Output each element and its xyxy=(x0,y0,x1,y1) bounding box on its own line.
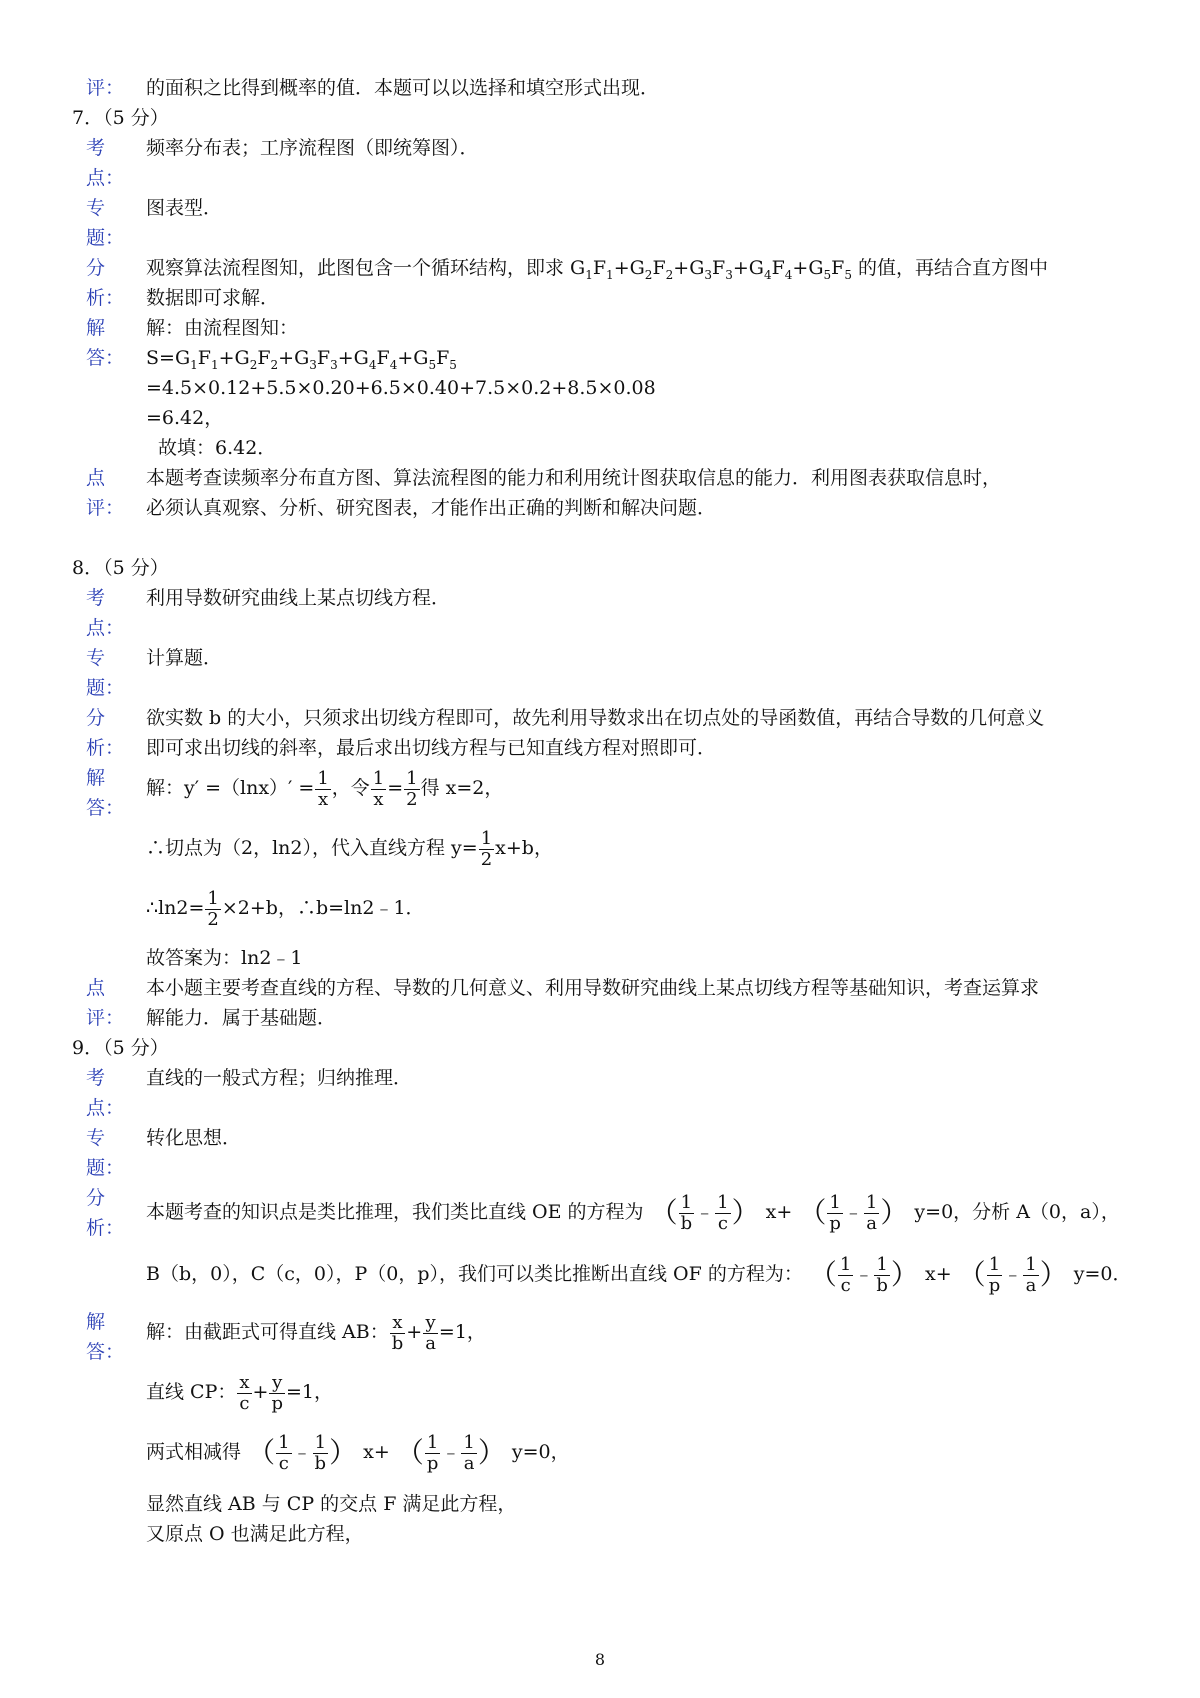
q7-jieda-line2: $S=G_1F_1+G_2F_2+G_3F_3+G_4F_4+G_5F_5$ xyxy=(146,347,457,372)
q7-header: 7．（5 分） xyxy=(72,107,169,129)
q8-label-ti: 题： xyxy=(86,677,125,699)
q7-jieda-line1: 解：由流程图知： xyxy=(146,317,299,339)
q9-jieda-line2: 直线 CP： $\frac{x}{c}$ + $\frac{y}{p}$ =1， xyxy=(146,1371,333,1414)
q8-label-jie: 解 xyxy=(86,767,106,789)
q7-fenxi-line2: 数据即可求解． xyxy=(146,287,280,309)
label-ping: 评： xyxy=(86,77,125,99)
q7-kaodian: 频率分布表；工序流程图（即统筹图）． xyxy=(146,137,479,159)
q8-jieda-line2: ∴切点为（2，ln2），代入直线方程 y= $\frac{1}{2}$ x+b， xyxy=(146,827,553,870)
q7-fenxi-line1: 观察算法流程图知，此图包含一个循环结构，即求 $G_1F_1+G_2F_2+G_3F_3+G_4F_4+G_5F_5$ 的值，再结合直方图中 xyxy=(146,257,1049,282)
q8-fenxi-line2: 即可求出切线的斜率，最后求出切线方程与已知直线方程对照即可． xyxy=(146,737,717,759)
q8-label-kao: 考 xyxy=(86,587,106,609)
page-number: 8 xyxy=(594,1650,606,1669)
q9-fenxi-line2: B（b，0），C（c，0），P（0，p），我们可以类比推断出直线 OF 的方程为： （ $\frac{1}{c}$ ﹣ $\frac{1}{b}$ ） x+ （ $\frac{1}{p}$ ﹣ $\frac{1}{a}$ ） y=0． xyxy=(146,1253,1132,1296)
q7-jieda-line4: =6.42， xyxy=(146,407,224,429)
q7-jieda-line3: =4.5×0.12+5.5×0.20+6.5×0.40+7.5×0.2+8.5×0.08 xyxy=(146,377,656,399)
q8-dianping-line1: 本小题主要考查直线的方程、导数的几何意义、利用导数研究曲线上某点切线方程等基础知识，考查运算求 xyxy=(146,977,1040,999)
q7-label-ti: 题： xyxy=(86,227,125,249)
q7-label-ping: 评： xyxy=(86,497,125,519)
q7-jieda-line5: 故填：6.42． xyxy=(158,437,277,459)
q7-label-da: 答： xyxy=(86,347,125,369)
q8-label-zhuan: 专 xyxy=(86,647,106,669)
q8-kaodian: 利用导数研究曲线上某点切线方程． xyxy=(146,587,451,609)
fraction: $\frac{1}{2}$ xyxy=(207,887,219,930)
q9-jieda-line5: 又原点 O 也满足此方程， xyxy=(146,1523,364,1545)
q8-label-fen: 分 xyxy=(86,707,106,729)
q9-label-zhuan: 专 xyxy=(86,1127,106,1149)
q7-label-dian: 点： xyxy=(86,167,125,189)
q7-label-fen: 分 xyxy=(86,257,106,279)
q7-dianping-line1: 本题考查读频率分布直方图、算法流程图的能力和利用统计图获取信息的能力．利用图表获取信息时， xyxy=(146,467,1002,489)
q9-kaodian: 直线的一般式方程；归纳推理． xyxy=(146,1067,413,1089)
q9-jieda-line3: 两式相减得 （ $\frac{1}{c}$ ﹣ $\frac{1}{b}$ ） x+ （ $\frac{1}{p}$ ﹣ $\frac{1}{a}$ ） y=0， xyxy=(146,1431,570,1474)
q8-label-xi: 析： xyxy=(86,737,125,759)
q9-jieda-line4: 显然直线 AB 与 CP 的交点 F 满足此方程， xyxy=(146,1493,517,1515)
q7-label-zhuan: 专 xyxy=(86,197,106,219)
q9-label-da: 答： xyxy=(86,1341,125,1363)
q7-zhuanti: 图表型． xyxy=(146,197,223,219)
q8-label-da: 答： xyxy=(86,797,125,819)
q9-header: 9．（5 分） xyxy=(72,1037,169,1059)
q8-jieda-line3: ∴ln2= $\frac{1}{2}$ ×2+b，∴b=ln2﹣1． xyxy=(146,887,425,930)
q9-label-dian: 点： xyxy=(86,1097,125,1119)
fraction: $\frac{1}{x}$ xyxy=(317,767,329,810)
q9-jieda-line1: 解：由截距式可得直线 AB： $\frac{x}{b}$ + $\frac{y}{a}$ =1， xyxy=(146,1311,486,1354)
q8-dianping-line2: 解能力．属于基础题． xyxy=(146,1007,337,1029)
q8-jieda-line1: 解：y′ =（lnx）′ = $\frac{1}{x}$ ，令 $\frac{1}{x}$ = $\frac{1}{2}$ 得 x=2， xyxy=(146,767,504,810)
fraction: $\frac{1}{2}$ xyxy=(480,827,493,870)
q7-label-jie: 解 xyxy=(86,317,106,339)
top-text: 的面积之比得到概率的值．本题可以以选择和填空形式出现． xyxy=(146,77,660,99)
q8-label-dian2: 点 xyxy=(86,977,106,999)
q7-dianping-line2: 必须认真观察、分析、研究图表，才能作出正确的判断和解决问题． xyxy=(146,497,717,519)
q9-label-jie: 解 xyxy=(86,1311,106,1333)
q9-zhuanti: 转化思想． xyxy=(146,1127,242,1149)
q8-zhuanti: 计算题． xyxy=(146,647,223,669)
q9-label-ti: 题： xyxy=(86,1157,125,1179)
q8-label-ping: 评： xyxy=(86,1007,125,1029)
fraction: $\frac{1}{x}$ xyxy=(372,767,385,810)
q9-fenxi-line1: 本题考查的知识点是类比推理，我们类比直线 OE 的方程为 （ $\frac{1}{b}$ ﹣ $\frac{1}{c}$ ） x+ （ $\frac{1}{p}$ ﹣ $\frac{1}{a}$ ） y=0，分析 A（0，a）， xyxy=(146,1191,1120,1234)
q8-jieda-line4: 故答案为：ln2﹣1 xyxy=(146,947,303,969)
q8-header: 8．（5 分） xyxy=(72,557,169,579)
q9-label-xi: 析： xyxy=(86,1217,125,1239)
q9-label-fen: 分 xyxy=(86,1187,106,1209)
q7-label-dian2: 点 xyxy=(86,467,106,489)
q9-label-kao: 考 xyxy=(86,1067,106,1089)
q7-label-kao: 考 xyxy=(86,137,106,159)
q7-label-xi: 析： xyxy=(86,287,125,309)
q8-label-dian: 点： xyxy=(86,617,125,639)
q8-fenxi-line1: 欲实数 b 的大小，只须求出切线方程即可，故先利用导数求出在切点处的导函数值，再结合导数的几何意义 xyxy=(146,707,1045,729)
fraction: $\frac{1}{2}$ xyxy=(406,767,418,810)
